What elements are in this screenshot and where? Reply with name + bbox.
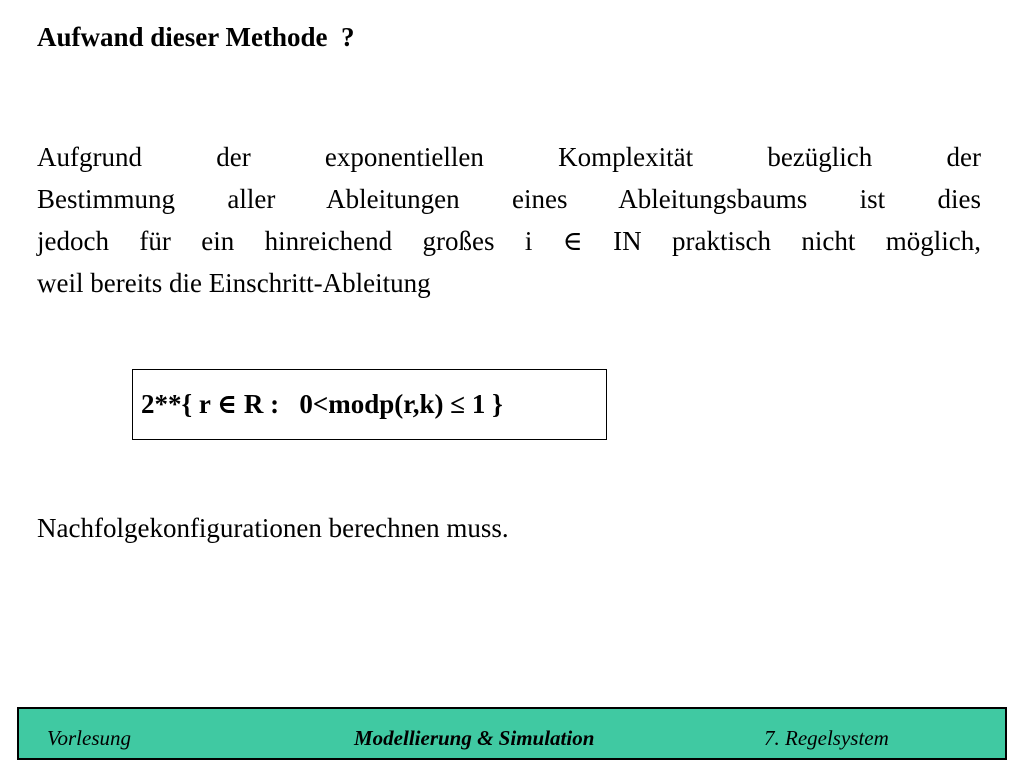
footer-chapter-label: 7. Regelsystem: [764, 726, 889, 750]
paragraph-line: jedoch für ein hinreichend großes i ∈ IN praktisch nicht möglich,: [37, 226, 981, 256]
paragraph-line: Aufgrund der exponentiellen Komplexität bezüglich der: [37, 142, 981, 172]
footer-lecture-label: Vorlesung: [47, 726, 131, 750]
paragraph-line: weil bereits die Einschritt-Ableitung: [37, 268, 431, 298]
body-paragraph: [37, 136, 981, 304]
footer-course-title: Modellierung & Simulation: [354, 726, 595, 750]
paragraph-line: Bestimmung aller Ableitungen eines Ableitungsbaums ist dies: [37, 184, 981, 214]
conclusion-text: Nachfolgekonfigurationen berechnen muss.: [37, 513, 509, 543]
slide-footer: [17, 707, 1007, 760]
slide-heading: Aufwand dieser Methode ?: [37, 22, 355, 52]
formula-box: 2**{ r ∈ R : 0<modp(r,k) ≤ 1 }: [132, 369, 607, 440]
